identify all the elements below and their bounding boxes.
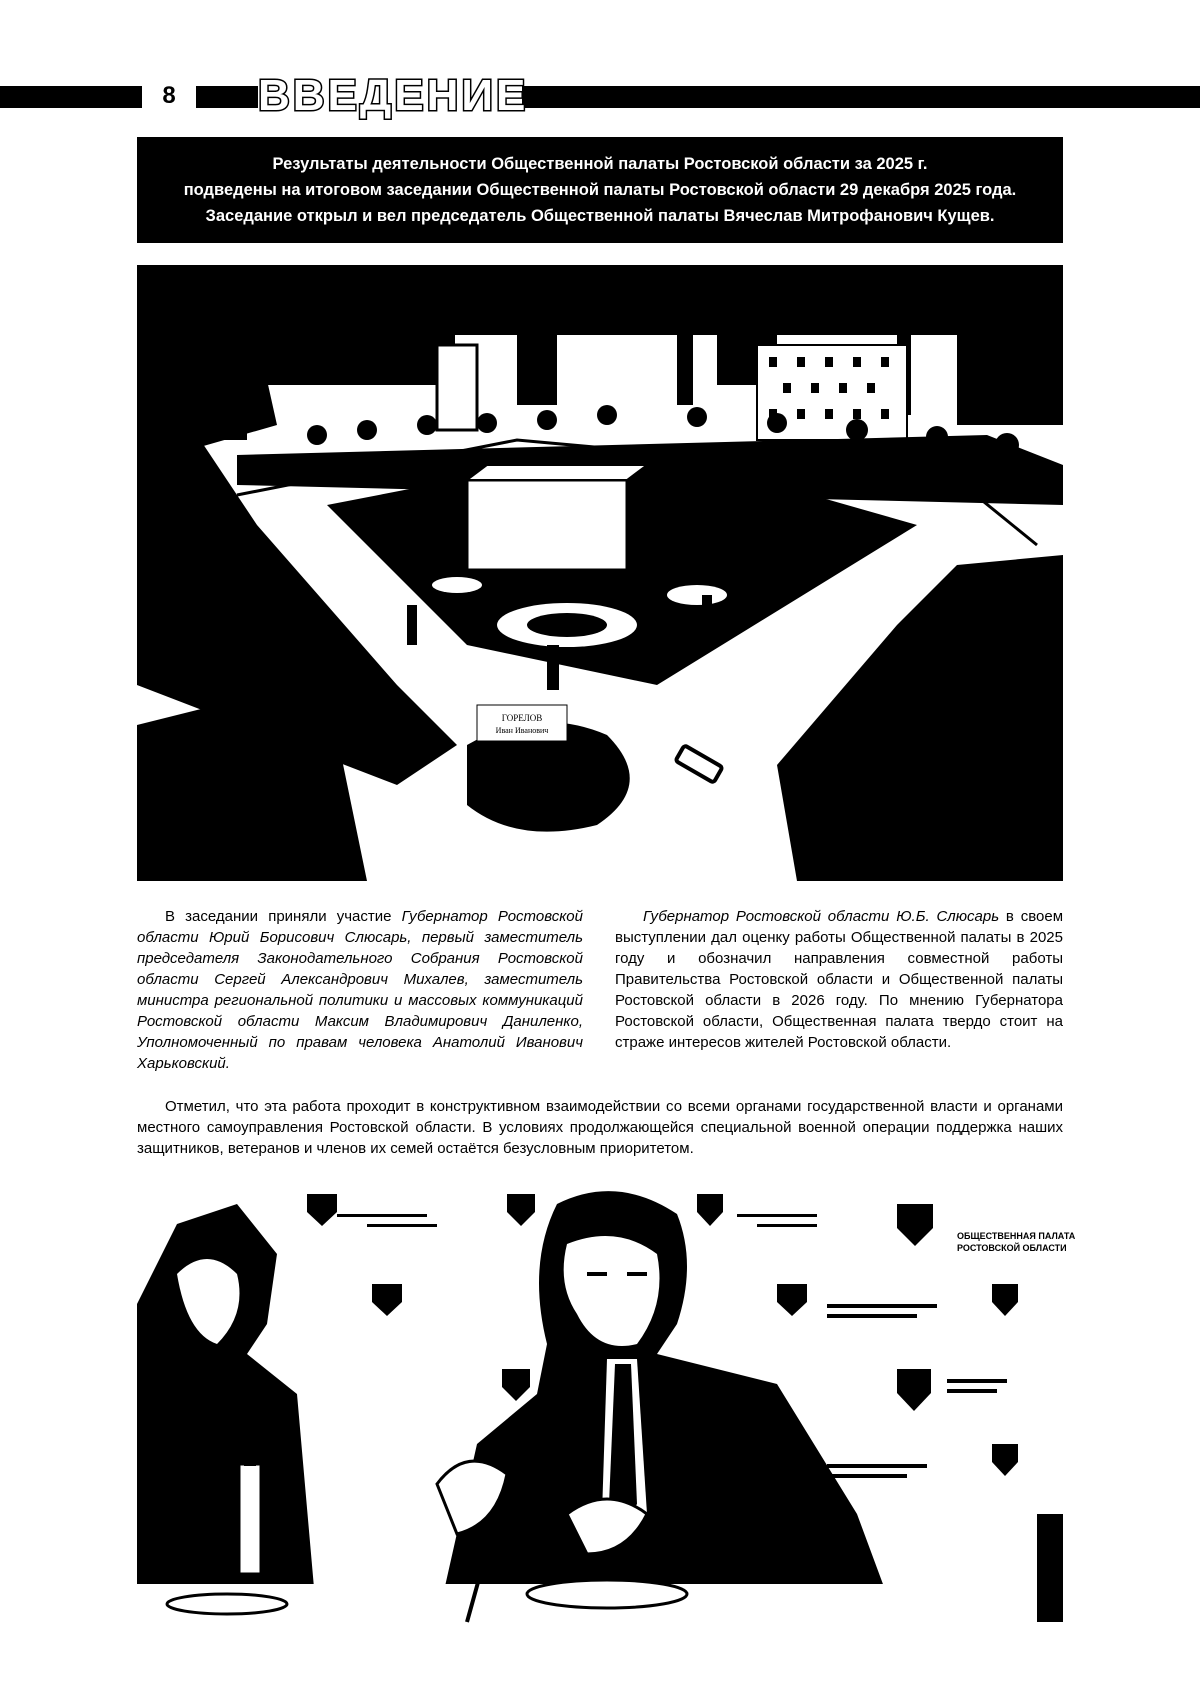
speakers-photo <box>137 1184 1076 1622</box>
backdrop-text-2: РОСТОВСКОЙ ОБЛАСТИ <box>957 1243 1067 1253</box>
full-width-paragraph <box>137 1096 1063 1159</box>
backdrop-text-1: ОБЩЕСТВЕННАЯ ПАЛАТА <box>957 1231 1076 1241</box>
intro-line-1: Результаты деятельности Общественной палаты Ростовской области за 2025 г. <box>272 155 928 173</box>
intro-line-2: подведены на итоговом заседании Общественной палаты Ростовской области 29 декабря 2025 года. <box>183 181 1017 199</box>
right-plain-text: в своем выступлении дал оценку работы Общественной палаты в 2025 году и обозначил направления совместной работы Правительства Ростовской области и Общественной палаты Ростовской области в 2026 году. По мнению Губернатора Ростовской области, Общественная палата твердо стоит на страже интересов жителей Ростовской области. <box>615 908 1064 1051</box>
left-column-text <box>137 906 583 1074</box>
page-number: 8 <box>162 82 176 109</box>
right-column-text <box>615 906 1063 1053</box>
meeting-hall-photo <box>137 265 1063 881</box>
left-plain-text: В заседании приняли участие <box>165 908 402 925</box>
intro-line-3: Заседание открыл и вел председатель Общественной палаты Вячеслав Митрофанович Кущев. <box>205 207 995 225</box>
right-italic-text: Губернатор Ростовской области Ю.Б. Слюсарь <box>643 908 1000 925</box>
full-paragraph-text: Отметил, что эта работа проходит в конструктивном взаимодействии со всеми органами государственной власти и органами местного самоуправления Ростовской области. В условиях продолжающейся специальной военной операции поддержка наших защитников, ветеранов и членов их семей остаётся безусловным приоритетом. <box>137 1098 1063 1157</box>
name-card-given: Иван Иванович <box>495 726 549 735</box>
left-italic-text: Губернатор Ростовской области Юрий Борисович Слюсарь, первый заместитель председателя Законодательного Собрания Ростовской области Сергей Александрович Михалев, заместитель министра региональной политики и массовых коммуникаций Ростовской области Максим Владимирович Даниленко, Уполномоченный по правам человека Анатолий Иванович Харьковский. <box>137 908 583 1072</box>
section-title: ВВЕДЕНИЕ <box>258 71 529 120</box>
name-card-surname: ГОРЕЛОВ <box>501 713 543 723</box>
intro-box <box>137 137 1063 243</box>
